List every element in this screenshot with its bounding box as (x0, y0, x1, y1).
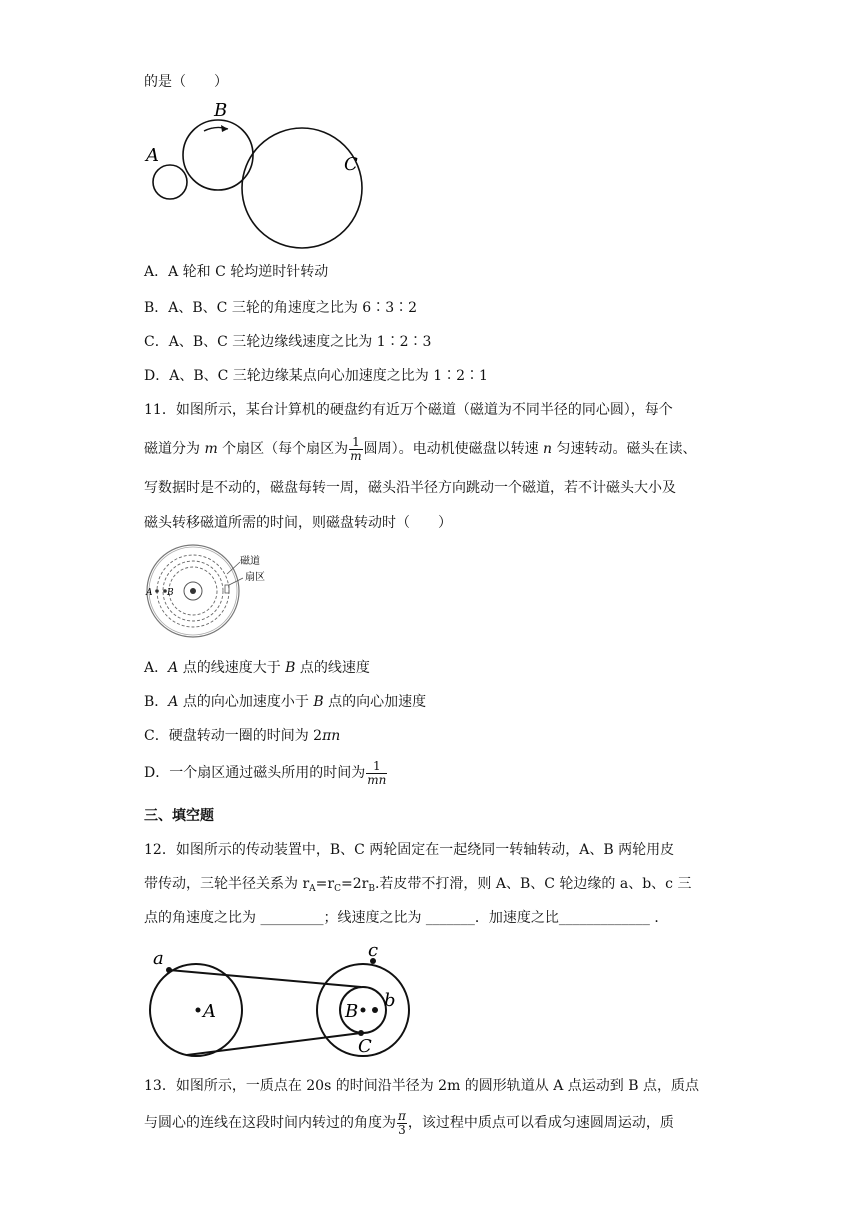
var-b: B (285, 660, 296, 676)
section-title: 三、填空题 (144, 808, 214, 824)
q13-l2b: ，该过程中质点可以看成匀速圆周运动，质 (407, 1115, 674, 1131)
label-c: c (368, 940, 379, 961)
label-disk-a: A (146, 588, 153, 598)
q10-option-a: A．A 轮和 C 轮均逆时针转动 (144, 264, 329, 280)
q12-line-1: 12．如图所示的传动装置中，B、C 两轮固定在一起绕同一转轴转动，A、B 两轮用皮 (144, 842, 675, 858)
q11-option-d (144, 756, 388, 790)
q13-line-2 (144, 1106, 674, 1140)
q11-line-2 (144, 432, 697, 466)
label-wheel-c: C (358, 1036, 372, 1057)
belt-bottom (187, 1033, 361, 1055)
q11-opt-b-mid: 点的向心加速度小于 (178, 694, 314, 710)
label-wheel-b: B (345, 1001, 359, 1022)
q10-wheels-figure (140, 98, 370, 248)
q12-l2d: .若皮带不打滑，则 A、B、C 轮边缘的 a、b、c 三 (374, 876, 692, 892)
q11-line-4: 磁头转移磁道所需的时间，则磁盘转动时（ ） (144, 515, 452, 531)
label-wheel-a: A (203, 1001, 216, 1022)
frac-den: mn (367, 772, 387, 787)
q11-option-a (144, 658, 370, 678)
q11-line-3: 写数据时是不动的，磁盘每转一周，磁头沿半径方向跳动一个磁道，若不计磁头大小及 (144, 480, 676, 496)
q11-option-c (144, 726, 340, 746)
label-b: B (214, 100, 228, 121)
label-b: b (384, 990, 396, 1011)
frac-num: 1 (366, 760, 387, 774)
frac-den: 3 (398, 1122, 406, 1137)
var-a: A (168, 694, 179, 710)
var-n: n (543, 441, 553, 457)
label-disk-b: B (167, 588, 174, 598)
wheel-c (242, 128, 362, 248)
q11-opt-a-end: 点的线速度 (295, 660, 370, 676)
q11-option-b (144, 692, 426, 712)
q11-l2c: 圆周）。电动机使磁盘以转速 (363, 441, 544, 457)
q10-option-b: B．A、B、C 三轮的角速度之比为 6∶3∶2 (144, 300, 418, 316)
q11-disk-figure (143, 544, 283, 644)
q12-belt-figure (143, 942, 433, 1062)
wheel-a (153, 165, 187, 199)
arrow-head-icon (221, 125, 228, 132)
q13-line-1: 13．如图所示，一质点在 20s 的时间沿半径为 2m 的圆形轨道从 A 点运动到 B 点，质点 (144, 1078, 699, 1094)
label-a: A (146, 145, 159, 166)
q11-opt-a-prefix: A． (144, 660, 169, 676)
q11-l2d: 匀速转动。磁头在读、 (552, 441, 697, 457)
q10-option-c: C．A、B、C 三轮边缘线速度之比为 1∶2∶3 (144, 334, 432, 350)
q13-l2a: 与圆心的连线在这段时间内转过的角度为 (144, 1115, 396, 1131)
frac-num: π (398, 1108, 406, 1123)
q11-opt-a-mid: 点的线速度大于 (178, 660, 286, 676)
var-pin: πn (322, 728, 341, 744)
q12-line-3: 点的角速度之比为 _________；线速度之比为 _______．加速度之比_____________ ． (144, 910, 669, 926)
belt-top (169, 970, 361, 987)
fraction-1-m (349, 436, 362, 463)
q12-l2c: =2r (340, 876, 369, 892)
frac-num: 1 (349, 436, 362, 450)
frac-den: m (350, 448, 362, 463)
q12-line-2 (144, 874, 691, 899)
var-b: B (313, 694, 324, 710)
label-c: C (344, 154, 358, 175)
label-a: a (153, 948, 164, 969)
q11-l2b: 个扇区（每个扇区为 (217, 441, 349, 457)
q11-line-1: 11．如图所示，某台计算机的硬盘约有近万个磁道（磁道为不同半径的同心圆），每个 (144, 402, 673, 418)
fraction-1-mn (366, 760, 387, 787)
q12-l2a: 带传动，三轮半径关系为 r (144, 876, 310, 892)
label-sector: 扇区 (245, 572, 265, 583)
q11-l2a: 磁道分为 (144, 441, 205, 457)
fraction-pi-3 (397, 1110, 407, 1137)
var-m: m (204, 441, 218, 457)
q11-opt-d-prefix: D．一个扇区通过磁头所用的时间为 (144, 765, 366, 781)
q10-tail: 的是（ ） (144, 74, 228, 90)
q12-l2b: =r (315, 876, 335, 892)
q11-opt-b-end: 点的向心加速度 (323, 694, 427, 710)
q11-opt-b-prefix: B． (144, 694, 169, 710)
sub-a: A (309, 884, 316, 894)
sub-c: C (334, 884, 341, 894)
var-a: A (168, 660, 179, 676)
label-track: 磁道 (240, 556, 260, 567)
sub-b: B (368, 884, 375, 894)
q11-opt-c-prefix: C．硬盘转动一圈的时间为 2 (144, 728, 323, 744)
q10-option-d: D．A、B、C 三轮边缘某点向心加速度之比为 1∶2∶1 (144, 368, 488, 384)
